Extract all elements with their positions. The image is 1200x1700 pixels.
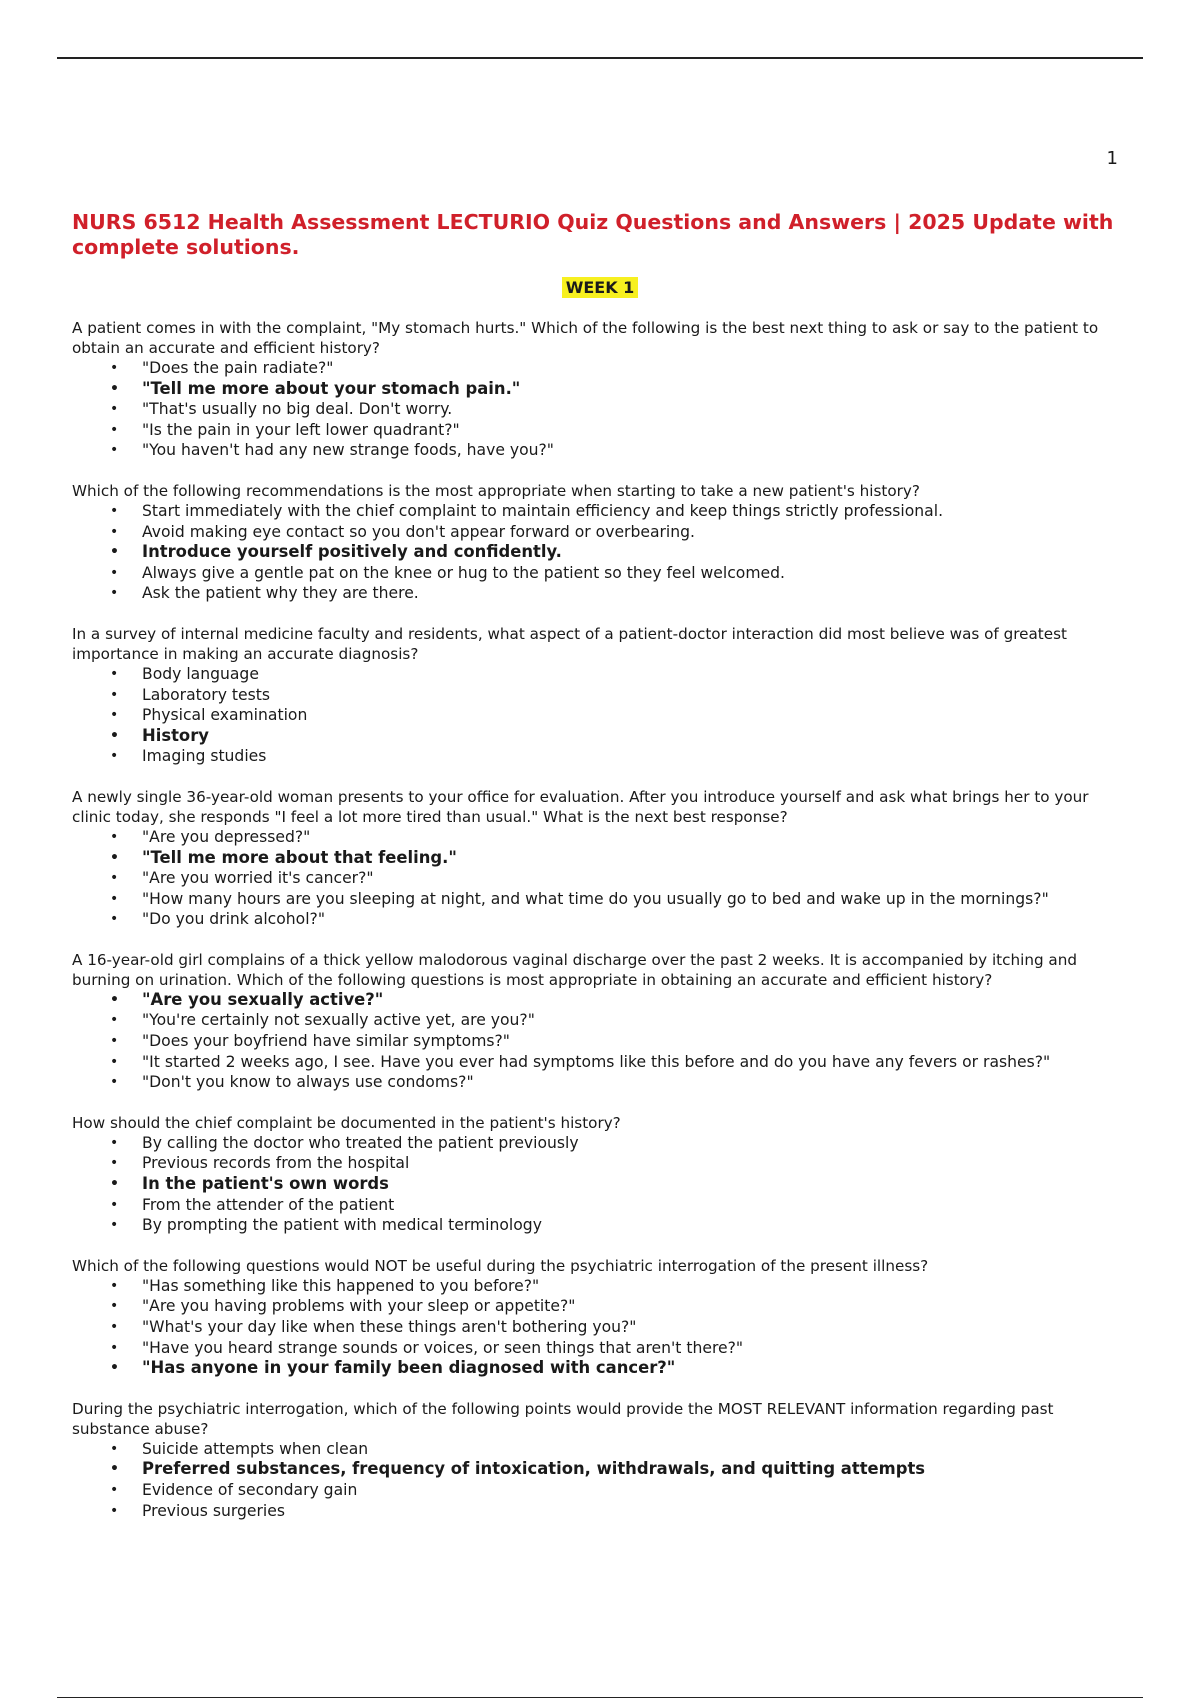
answer-option: • Previous surgeries [72, 1501, 1128, 1522]
question-text: During the psychiatric interrogation, which of the following points would provide the MOST RELEVANT information regarding past substance abuse? [72, 1399, 1054, 1438]
week-label: WEEK 1 [562, 277, 639, 298]
question-block [72, 481, 1128, 604]
answer-option: • "Does your boyfriend have similar symptoms?" [72, 1031, 1128, 1052]
answer-option: • Ask the patient why they are there. [72, 583, 1128, 604]
answer-option-correct: • In the patient's own words [72, 1174, 1128, 1195]
question-list [72, 318, 1128, 1521]
answer-option: • "You haven't had any new strange foods, have you?" [72, 440, 1128, 461]
answer-option: • "Are you having problems with your sleep or appetite?" [72, 1296, 1128, 1317]
answer-option: • Laboratory tests [72, 685, 1128, 706]
document-body [72, 210, 1128, 1521]
answer-option-correct: • "Tell me more about that feeling." [72, 848, 1128, 869]
answer-option: • "Does the pain radiate?" [72, 358, 1128, 379]
question-block [72, 950, 1128, 1093]
top-rule [57, 57, 1143, 59]
answer-option: • Imaging studies [72, 746, 1128, 767]
answer-options [72, 990, 1128, 1093]
answer-option-correct: • Introduce yourself positively and confidently. [72, 542, 1128, 563]
question-block [72, 318, 1128, 461]
question-block [72, 1113, 1128, 1236]
answer-option: • From the attender of the patient [72, 1195, 1128, 1216]
question-text: How should the chief complaint be documented in the patient's history? [72, 1113, 621, 1132]
question-text: In a survey of internal medicine faculty and residents, what aspect of a patient-doctor interaction did most believe was of greatest importance in making an accurate diagnosis? [72, 624, 1067, 663]
answer-option: • Always give a gentle pat on the knee or hug to the patient so they feel welcomed. [72, 563, 1128, 584]
answer-options [72, 1133, 1128, 1236]
answer-option-correct: • "Has anyone in your family been diagnosed with cancer?" [72, 1358, 1128, 1379]
answer-option-correct: • "Are you sexually active?" [72, 990, 1128, 1011]
answer-option: • Previous records from the hospital [72, 1153, 1128, 1174]
answer-option-correct: • "Tell me more about your stomach pain." [72, 379, 1128, 400]
answer-option: • "Do you drink alcohol?" [72, 909, 1128, 930]
answer-option: • "What's your day like when these things aren't bothering you?" [72, 1317, 1128, 1338]
answer-option: • "Has something like this happened to you before?" [72, 1276, 1128, 1297]
question-text: Which of the following recommendations is the most appropriate when starting to take a new patient's history? [72, 481, 920, 500]
question-block [72, 1399, 1128, 1521]
answer-option: • "Don't you know to always use condoms?" [72, 1072, 1128, 1093]
answer-options [72, 664, 1128, 767]
answer-option: • Avoid making eye contact so you don't appear forward or overbearing. [72, 522, 1128, 543]
answer-option: • Start immediately with the chief complaint to maintain efficiency and keep things strictly professional. [72, 501, 1128, 522]
answer-option: • "You're certainly not sexually active yet, are you?" [72, 1010, 1128, 1031]
answer-option: • Body language [72, 664, 1128, 685]
answer-option-correct: • History [72, 726, 1128, 747]
question-text: A 16-year-old girl complains of a thick yellow malodorous vaginal discharge over the past 2 weeks. It is accompanied by itching and burning on urination. Which of the following questions is most appropriate in obtaining an accurate and efficient history? [72, 950, 1077, 989]
document-title: NURS 6512 Health Assessment LECTURIO Quiz Questions and Answers | 2025 Update with complete solutions. [72, 210, 1114, 259]
answer-options [72, 358, 1128, 461]
answer-option: • "Is the pain in your left lower quadrant?" [72, 420, 1128, 441]
answer-option: • "It started 2 weeks ago, I see. Have you ever had symptoms like this before and do you have any fevers or rashes?" [72, 1052, 1128, 1073]
answer-option: • By calling the doctor who treated the patient previously [72, 1133, 1128, 1154]
question-text: Which of the following questions would NOT be useful during the psychiatric interrogation of the present illness? [72, 1256, 929, 1275]
answer-options [72, 501, 1128, 604]
answer-option-correct: • Preferred substances, frequency of intoxication, withdrawals, and quitting attempts [72, 1459, 1128, 1480]
question-text: A patient comes in with the complaint, "My stomach hurts." Which of the following is the best next thing to ask or say to the patient to obtain an accurate and efficient history? [72, 319, 1099, 357]
answer-option: • "That's usually no big deal. Don't worry. [72, 399, 1128, 420]
answer-option: • "How many hours are you sleeping at night, and what time do you usually go to bed and wake up in the mornings?" [72, 889, 1128, 910]
question-block [72, 1256, 1128, 1379]
answer-option: • "Are you worried it's cancer?" [72, 868, 1128, 889]
answer-option: • Suicide attempts when clean [72, 1439, 1128, 1460]
answer-option: • "Are you depressed?" [72, 827, 1128, 848]
week-heading [72, 278, 1128, 304]
answer-options [72, 827, 1128, 930]
question-block [72, 624, 1128, 767]
answer-options [72, 1439, 1128, 1521]
answer-option: • By prompting the patient with medical terminology [72, 1215, 1128, 1236]
answer-option: • Evidence of secondary gain [72, 1480, 1128, 1501]
answer-option: • "Have you heard strange sounds or voices, or seen things that aren't there?" [72, 1338, 1128, 1359]
page-number: 1 [1106, 148, 1118, 169]
question-text: A newly single 36-year-old woman presents to your office for evaluation. After you introduce yourself and ask what brings her to your clinic today, she responds "I feel a lot more tired than usual." What is the next best response? [72, 787, 1089, 826]
bottom-rule [57, 1697, 1143, 1698]
answer-options [72, 1276, 1128, 1379]
answer-option: • Physical examination [72, 705, 1128, 726]
question-block [72, 787, 1128, 930]
